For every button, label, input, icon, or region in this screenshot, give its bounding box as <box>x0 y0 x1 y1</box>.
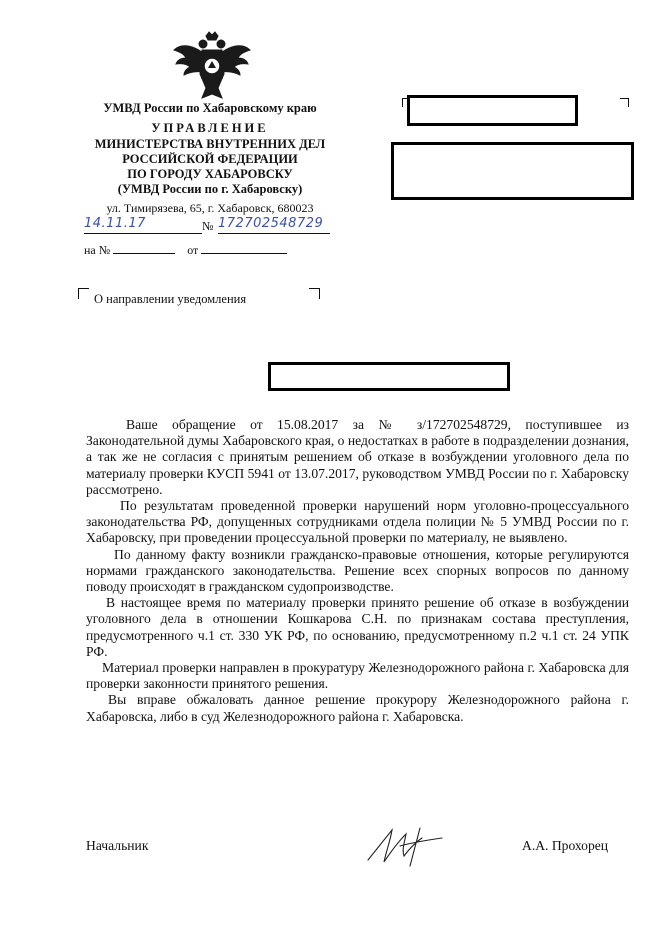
body-paragraph: По результатам проведенной проверки нарушений норм уголовно-процессуального законодательства РФ, допущенных сотрудниками отдела полиции № 5 УМВД России по г. Хабаровску, при проведении процессуальной проверки по материалу, не выявлено. <box>86 498 629 546</box>
body-paragraph: Вы вправе обжаловать данное решение прокурору Железнодорожного района г. Хабаровска, либо в суд Железнодорожного района г. Хабаровска. <box>86 692 629 724</box>
body-paragraph: В настоящее время по материалу проверки принято решение об отказе в возбуждении уголовного дела в отношении Кошкарова С.Н. по признакам состава преступления, предусмотренного ч.1 ст. 330 УК РФ, по основанию, предусмотренному п.2 ч.1 ст. 24 УПК РФ. <box>86 595 629 659</box>
redacted-block <box>407 95 578 126</box>
redacted-block <box>268 362 510 391</box>
outgoing-number: 172702548729 <box>218 216 324 231</box>
signature-scribble <box>362 820 452 870</box>
outgoing-date-number-line <box>84 216 334 238</box>
org-name-line-2: РОССИЙСКОЙ ФЕДЕРАЦИИ <box>122 152 298 166</box>
reference-line <box>84 243 334 258</box>
number-underline <box>218 233 330 234</box>
date-underline <box>84 233 202 234</box>
redacted-block <box>391 142 634 200</box>
signer-title: Начальник <box>86 838 149 853</box>
outgoing-date: 14.11.17 <box>84 216 146 231</box>
document-subject: О направлении уведомления <box>94 292 247 306</box>
org-parent-name: УМВД России по Хабаровскому краю <box>103 101 317 115</box>
ref-date-blank <box>201 243 287 254</box>
double-headed-eagle-emblem-icon <box>172 30 252 100</box>
department-label: УПРАВЛЕНИЕ <box>151 121 269 135</box>
ref-number-label: на № <box>84 243 111 257</box>
subject-bracket-left <box>78 288 89 299</box>
org-name-line-4: (УМВД России по г. Хабаровску) <box>117 182 303 196</box>
org-name-line-3: ПО ГОРОДУ ХАБАРОВСКУ <box>127 167 293 181</box>
org-name-line-1: МИНИСТЕРСТВА ВНУТРЕННИХ ДЕЛ <box>94 137 326 151</box>
body-paragraph: Ваше обращение от 15.08.2017 за № з/172702548729, поступившее из Законодательной думы Хабаровского края, о недостатках в работе в подразделении дознания, а так же не согласия с принятым решением об отказе в возбуждении уголовного дела по материалу проверки КУСП 5941 от 13.07.2017, руководством УМВД России по г. Хабаровску рассмотрено. <box>86 417 629 497</box>
org-address: ул. Тимирязева, 65, г. Хабаровск, 680023 <box>106 201 314 215</box>
number-label: № <box>202 219 214 233</box>
ref-number-blank <box>113 243 175 254</box>
signer-name: А.А. Прохорец <box>522 838 609 853</box>
letter-body <box>86 417 629 725</box>
body-paragraph: По данному факту возникли гражданско-правовые отношения, которые регулируются нормами гражданского законодательства. Решение всех спорных вопросов по данному поводу происходят в гражданском судопроизводстве. <box>86 546 629 595</box>
ref-date-label: от <box>187 243 199 257</box>
body-paragraph: Материал проверки направлен в прокуратуру Железнодорожного района г. Хабаровска для проверки законности принятого решения. <box>86 660 629 692</box>
addressee-bracket-right <box>620 98 629 107</box>
